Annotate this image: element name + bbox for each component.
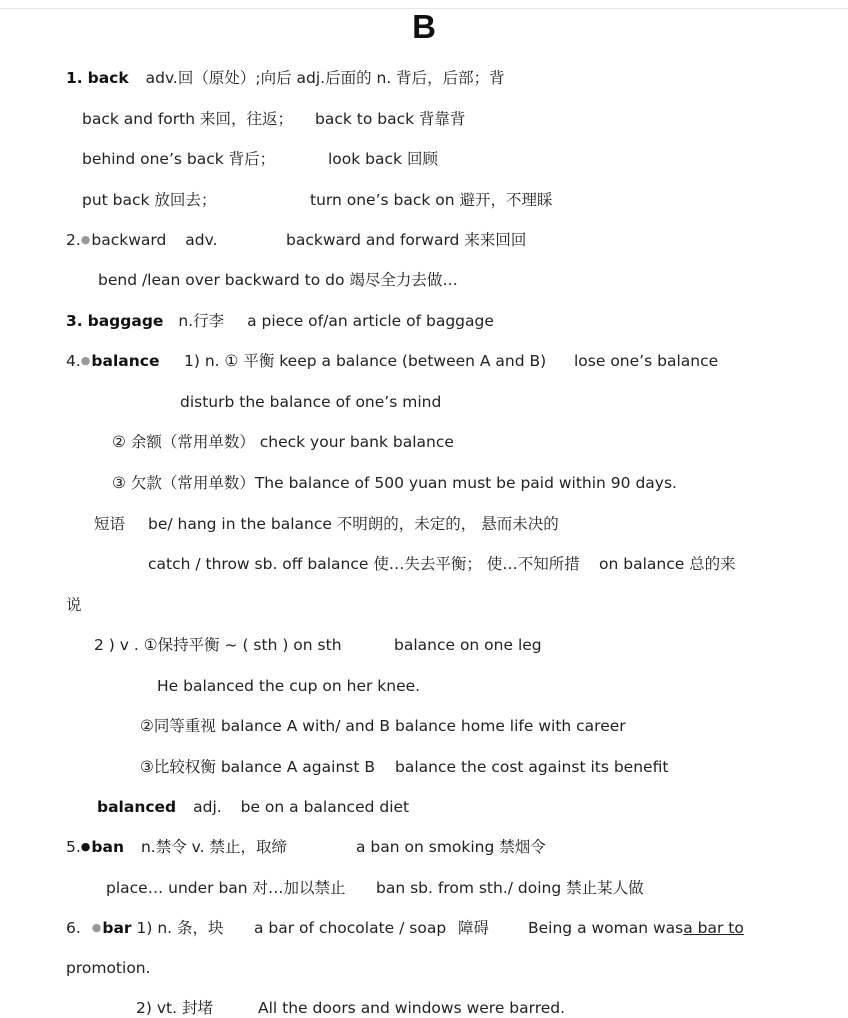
definition: 1) n. 条，块 [136, 919, 224, 937]
phrase-line [94, 514, 559, 534]
entry-number: 1. [66, 69, 83, 87]
section-label: 短语 [94, 515, 126, 533]
sense: 1) n. ① 平衡 keep a balance (between A and B) [184, 352, 547, 370]
headword: balance [91, 352, 160, 370]
definition: 障碍 [458, 919, 490, 937]
example: promotion. [66, 959, 151, 977]
definition: n.禁令 v. 禁止，取缔 [140, 838, 287, 856]
phrase: 说 [66, 596, 82, 614]
definition: adv.回（原处）;向后 adj.后面的 n. 背后，后部；背 [145, 69, 505, 87]
example-text: Being a woman was [528, 919, 684, 937]
entry-balance [66, 351, 719, 371]
bullet-icon: ● [80, 840, 91, 853]
entry-baggage [66, 311, 494, 331]
phrase: catch / throw sb. off balance 使…失去平衡； 使…不知所措 [148, 555, 580, 573]
entry-back [66, 68, 505, 88]
sense: ③ 欠款（常用单数）The balance of 500 yuan must be paid within 90 days. [112, 474, 677, 492]
phrase: back to back 背靠背 [315, 110, 466, 128]
entry-ban [66, 837, 546, 857]
phrase-line [98, 270, 458, 290]
phrase: be/ hang in the balance 不明朗的，未定的， 悬而未决的 [148, 515, 559, 533]
bullet-icon: ● [80, 354, 91, 367]
headword: baggage [87, 312, 164, 330]
entry-number: 5. [66, 838, 81, 856]
definition: n.行李 [178, 312, 225, 330]
sense-line [94, 635, 542, 655]
phrase: a ban on smoking 禁烟令 [356, 838, 546, 856]
phrase-line [82, 149, 438, 169]
entry-number: 6. [66, 919, 81, 937]
phrase: back and forth 来回，往返； [82, 110, 293, 128]
part-of-speech: adj. [193, 798, 222, 816]
phrase: look back 回顾 [328, 150, 438, 168]
phrase-line [82, 190, 553, 210]
example: All the doors and windows were barred. [258, 999, 566, 1017]
entry-number: 4. [66, 352, 81, 370]
entry-bar [66, 918, 744, 938]
sense-line [112, 473, 677, 493]
underlined-phrase: a bar to [683, 919, 744, 937]
phrase: on balance 总的来 [599, 555, 736, 573]
sense-line [140, 757, 669, 777]
example-line [66, 958, 151, 978]
sense: ② 余额（常用单数） check your bank balance [112, 433, 454, 451]
phrase: bend /lean over backward to do 竭尽全力去做… [98, 271, 458, 289]
phrase: be on a balanced diet [240, 798, 410, 816]
headword: ban [91, 838, 124, 856]
phrase: turn one’s back on 避开，不理睬 [310, 191, 553, 209]
headword: balanced [97, 798, 177, 816]
bullet-icon: ● [91, 921, 102, 934]
phrase: ban sb. from sth./ doing 禁止某人做 [376, 879, 644, 897]
sense: ②同等重视 balance A with/ and B balance home life with career [140, 717, 626, 735]
phrase: lose one’s balance [574, 352, 719, 370]
example-line [157, 676, 420, 696]
entry-number: 3. [66, 312, 83, 330]
phrase-line [82, 109, 466, 129]
entry-number: 2. [66, 231, 81, 249]
headword: bar [102, 919, 132, 937]
example: He balanced the cup on her knee. [157, 677, 421, 695]
part-of-speech: adv. [185, 231, 218, 249]
example [528, 918, 744, 938]
sense: 2) vt. 封堵 [136, 999, 213, 1017]
entry-balanced [97, 797, 409, 817]
phrase: a piece of/an article of baggage [247, 312, 494, 330]
phrase: behind one’s back 背后； [82, 150, 276, 168]
headword: back [87, 69, 129, 87]
sense: ③比较权衡 balance A against B [140, 758, 375, 776]
entry-backward [66, 230, 527, 250]
phrase-line [66, 595, 82, 615]
phrase: a bar of chocolate / soap [254, 919, 447, 937]
sense-line [140, 716, 626, 736]
phrase-line [180, 392, 441, 412]
bullet-icon: ● [80, 233, 91, 246]
phrase: backward and forward 来来回回 [286, 231, 527, 249]
phrase: balance on one leg [394, 636, 542, 654]
phrase: put back 放回去； [82, 191, 217, 209]
sense: 2 ) v . ①保持平衡 ~ ( sth ) on sth [94, 636, 342, 654]
sense-line [112, 432, 454, 452]
phrase: disturb the balance of one’s mind [180, 393, 442, 411]
phrase-line [106, 878, 644, 898]
headword: backward [91, 231, 167, 249]
phrase-line [148, 554, 736, 574]
sense-line [136, 998, 566, 1018]
phrase: place… under ban 对…加以禁止 [106, 879, 346, 897]
phrase: balance the cost against its benefit [395, 758, 669, 776]
page-title: B [412, 8, 436, 45]
